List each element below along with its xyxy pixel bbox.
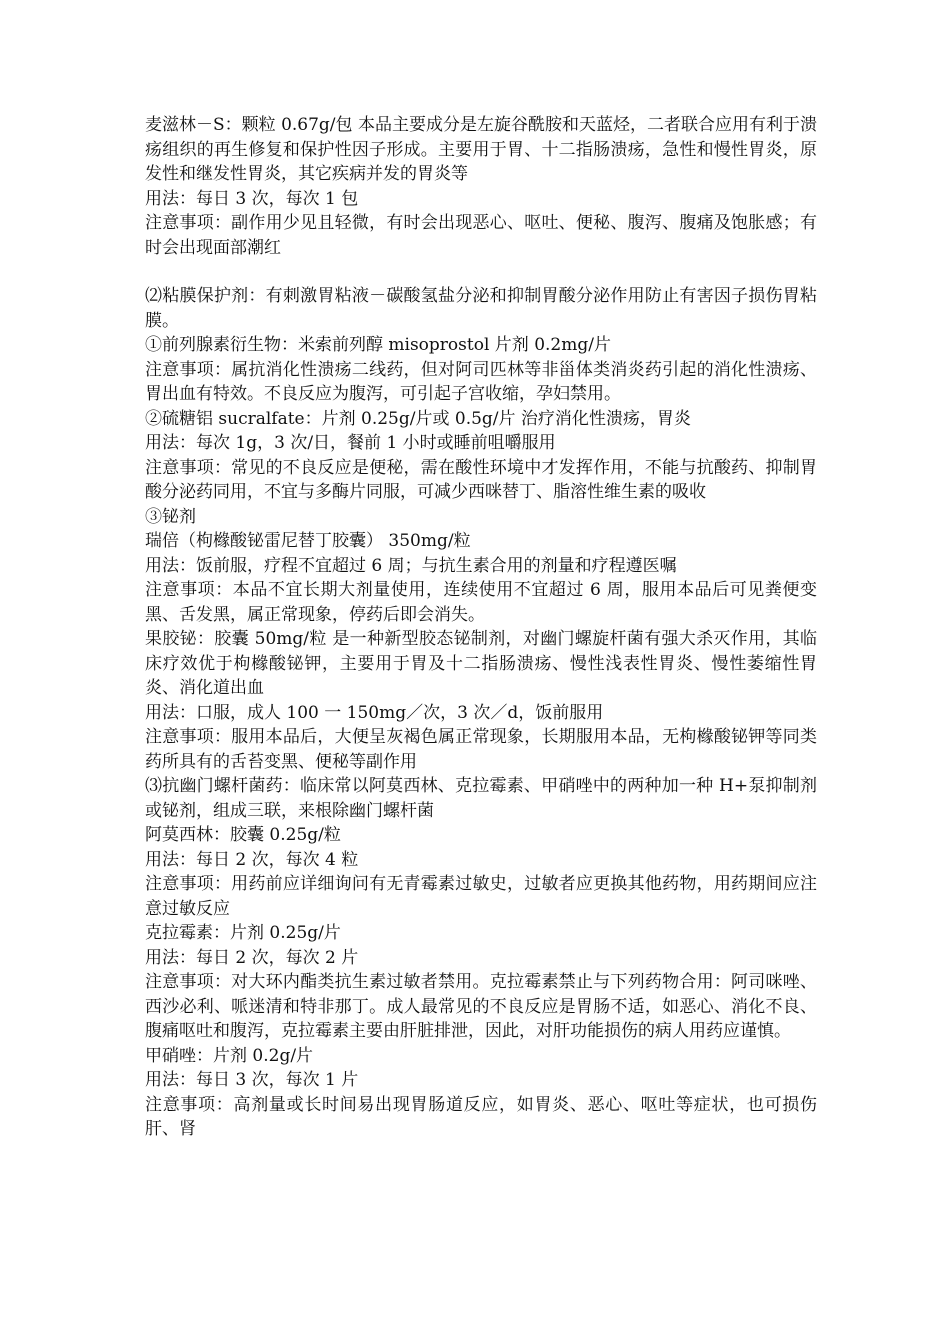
clarithromycin-entry: 克拉霉素：片剂 0.25g/片 (145, 923, 341, 943)
bismuth-heading: ③铋剂 (145, 506, 196, 527)
sucralfate-precautions: 注意事项：常见的不良反应是便秘，需在酸性环境中才发挥作用，不能与抗酸药、抑制胃酸分泌药同用，不宜与多酶片同服，可减少西咪替丁、脂溶性维生素的吸收 (145, 457, 817, 502)
ruibei-usage: 用法：饭前服，疗程不宜超过 6 周；与抗生素合用的剂量和疗程遵医嘱 (145, 555, 677, 576)
metronidazole-entry: 甲硝唑：片剂 0.2g/片 (145, 1045, 314, 1066)
section-gap (145, 260, 817, 284)
sucralfate-usage: 用法：每次 1g，3 次/日，餐前 1 小时或睡前咀嚼服用 (145, 433, 556, 453)
misoprostol-precautions: 注意事项：属抗消化性溃疡二线药，但对阿司匹林等非甾体类消炎药引起的消化性溃疡、胃出血有特效。不良反应为腹泻，可引起子宫收缩，孕妇禁用。 (145, 359, 817, 404)
mucosta-usage: 用法：每日 3 次，每次 1 包 (145, 188, 359, 209)
clarithromycin-precautions: 注意事项：对大环内酯类抗生素过敏者禁用。克拉霉素禁止与下列药物合用：阿司咪唑、西沙必利、哌迷清和特非那丁。成人最常见的不良反应是胃肠不适，如恶心、消化不良、腹痛呕吐和腹泻，克拉霉素主要由肝脏排泄，因此，对肝功能损伤的病人用药应谨慎。 (145, 972, 817, 1041)
amoxicillin-usage: 用法：每日 2 次，每次 4 粒 (145, 849, 359, 870)
ruibei-entry: 瑞倍（枸橼酸铋雷尼替丁胶囊） 350mg/粒 (145, 531, 471, 551)
anti-hp-heading: ⑶抗幽门螺杆菌药：临床常以阿莫西林、克拉霉素、甲硝唑中的两种加一种 H+泵抑制剂或铋剂，组成三联，来根除幽门螺杆菌 (145, 776, 817, 821)
misoprostol-entry: ①前列腺素衍生物：米索前列醇 misoprostol 片剂 0.2mg/片 (145, 335, 611, 355)
colloidal-bismuth-precautions: 注意事项：服用本品后，大便呈灰褐色属正常现象，长期服用本品，无枸橼酸铋钾等同类药所具有的舌苔变黑、便秘等副作用 (145, 727, 817, 772)
ruibei-precautions: 注意事项：本品不宜长期大剂量使用，连续使用不宜超过 6 周，服用本品后可见粪便变黑、舌发黑，属正常现象，停药后即会消失。 (145, 580, 817, 625)
metronidazole-usage: 用法：每日 3 次，每次 1 片 (145, 1070, 359, 1090)
mucosta-precautions: 注意事项：副作用少见且轻微，有时会出现恶心、呕吐、便秘、腹泻、腹痛及饱胀感；有时会出现面部潮红 (145, 213, 817, 258)
colloidal-bismuth-entry: 果胶铋：胶囊 50mg/粒 是一种新型胶态铋制剂，对幽门螺旋杆菌有强大杀灭作用，其临床疗效优于枸橼酸铋钾，主要用于胃及十二指肠溃疡、慢性浅表性胃炎、慢性萎缩性胃炎、消化道出血 (145, 629, 817, 698)
colloidal-bismuth-usage: 用法：口服，成人 100 一 150mg／次，3 次／d，饭前服用 (145, 702, 604, 723)
mucosal-protectant-heading: ⑵粘膜保护剂：有刺激胃粘液－碳酸氢盐分泌和抑制胃酸分泌作用防止有害因子损伤胃粘膜。 (145, 286, 817, 331)
mucosta-description: 麦滋林－S：颗粒 0.67g/包 本品主要成分是左旋谷酰胺和天蓝烃，二者联合应用有利于溃疡组织的再生修复和保护性因子形成。主要用于胃、十二指肠溃疡，急性和慢性胃炎，原发性和继发性胃炎，其它疾病并发的胃炎等 (145, 115, 817, 184)
document-page (145, 113, 817, 1142)
amoxicillin-entry: 阿莫西林：胶囊 0.25g/粒 (145, 825, 341, 845)
sucralfate-entry: ②硫糖铝 sucralfate：片剂 0.25g/片或 0.5g/片 治疗消化性溃疡，胃炎 (145, 408, 691, 429)
clarithromycin-usage: 用法：每日 2 次，每次 2 片 (145, 947, 359, 968)
amoxicillin-precautions: 注意事项：用药前应详细询问有无青霉素过敏史，过敏者应更换其他药物，用药期间应注意过敏反应 (145, 874, 817, 919)
metronidazole-precautions: 注意事项：高剂量或长时间易出现胃肠道反应，如胃炎、恶心、呕吐等症状，也可损伤肝、肾 (145, 1094, 817, 1139)
